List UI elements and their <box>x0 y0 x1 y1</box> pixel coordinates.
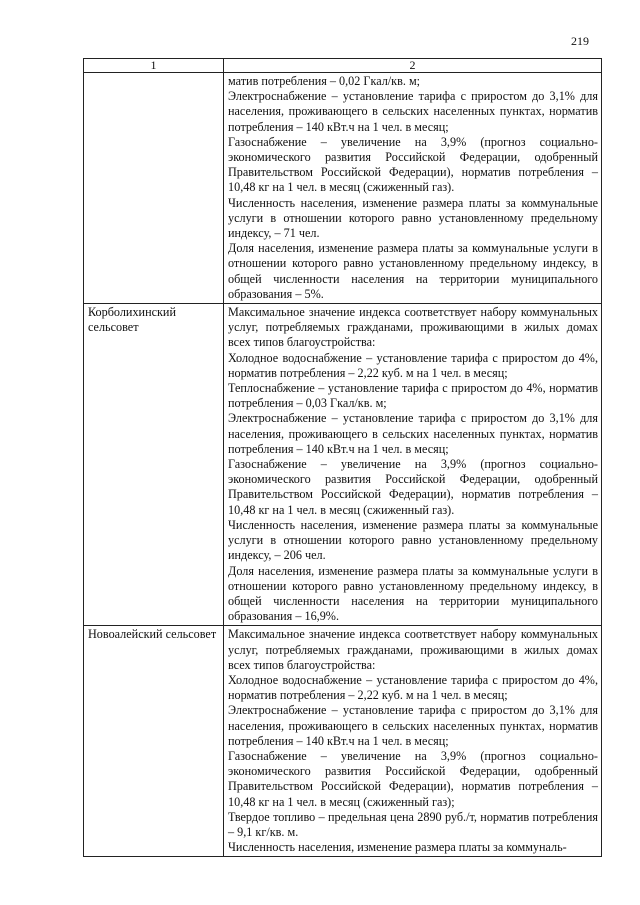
table-row <box>84 73 602 304</box>
paragraph: Электроснабжение – установление тарифа с приростом до 3,1% для населения, проживающего в сельских населенных пунктах, норматив потребления – 140 кВт.ч на 1 чел. в месяц; <box>228 89 598 134</box>
paragraph: Холодное водоснабжение – установление тарифа с приростом до 4%, норматив потребления – 2,22 куб. м на 1 чел. в месяц; <box>228 350 598 380</box>
table-row <box>84 304 602 626</box>
paragraph: Численность населения, изменение размера платы за коммунальные услуги в отношении которого равно установленному предельному индексу, – 206 чел. <box>228 517 598 563</box>
paragraph: Газоснабжение – увеличение на 3,9% (прогноз социально-экономического развития Российской Федерации, одобренный Правительством Российской Федерации), норматив потребления – 10,48 кг на 1 чел. в месяц (сжиженный газ). <box>228 134 598 195</box>
row-description <box>224 304 602 626</box>
paragraph: Максимальное значение индекса соответствует набору коммунальных услуг, потребляемых гражданами, проживающими в жилых домах всех типов благоустройства: <box>228 305 598 350</box>
paragraph: Твердое топливо – предельная цена 2890 руб./т, норматив потребления – 9,1 кг/кв. м. <box>228 809 598 839</box>
page-number: 219 <box>571 34 589 48</box>
municipality-name: Новоалейский сельсовет <box>84 626 224 857</box>
paragraph: Газоснабжение – увеличение на 3,9% (прогноз социально-экономического развития Российской Федерации, одобренный Правительством Российской Федерации), норматив потребления – 10,48 кг на 1 чел. в месяц (сжиженный газ); <box>228 748 598 809</box>
row-description <box>224 73 602 304</box>
municipality-name: Корболихинский сельсовет <box>84 304 224 626</box>
municipality-name <box>84 73 224 304</box>
paragraph: Максимальное значение индекса соответствует набору коммунальных услуг, потребляемых гражданами, проживающими в жилых домах всех типов благоустройства: <box>228 627 598 672</box>
paragraph: Электроснабжение – установление тарифа с приростом до 3,1% для населения, проживающего в сельских населенных пунктах, норматив потребления – 140 кВт.ч на 1 чел. в месяц; <box>228 411 598 456</box>
column-header-2: 2 <box>224 59 602 73</box>
paragraph: Доля населения, изменение размера платы за коммунальные услуги в отношении которого равно установленному предельному индексу, в общей численности населения на территории муниципального образования – 16,9%. <box>228 563 598 624</box>
column-header-1: 1 <box>84 59 224 73</box>
paragraph: Электроснабжение – установление тарифа с приростом до 3,1% для населения, проживающего в сельских населенных пунктах, норматив потребления – 140 кВт.ч на 1 чел. в месяц; <box>228 703 598 748</box>
paragraph: Численность населения, изменение размера платы за коммунальные услуги в отношении которого равно установленному предельному индексу, – 71 чел. <box>228 195 598 241</box>
paragraph: Доля населения, изменение размера платы за коммунальные услуги в отношении которого равно установленному предельному индексу, в общей численности населения на территории муниципального образования – 5%. <box>228 241 598 301</box>
paragraph: Теплоснабжение – установление тарифа с приростом до 4%, норматив потребления – 0,03 Гкал/кв. м; <box>228 381 598 411</box>
paragraph: Холодное водоснабжение – установление тарифа с приростом до 4%, норматив потребления – 2,22 куб. м на 1 чел. в месяц; <box>228 672 598 703</box>
row-description <box>224 626 602 857</box>
paragraph: матив потребления – 0,02 Гкал/кв. м; <box>228 74 421 88</box>
table-row <box>84 626 602 857</box>
document-table <box>83 58 602 857</box>
header-row <box>84 59 602 73</box>
paragraph: Газоснабжение – увеличение на 3,9% (прогноз социально-экономического развития Российской Федерации, одобренный Правительством Российской Федерации), норматив потребления – 10,48 кг на 1 чел. в месяц (сжиженный газ). <box>228 457 598 517</box>
paragraph: Численность населения, изменение размера платы за коммуналь- <box>228 840 567 855</box>
